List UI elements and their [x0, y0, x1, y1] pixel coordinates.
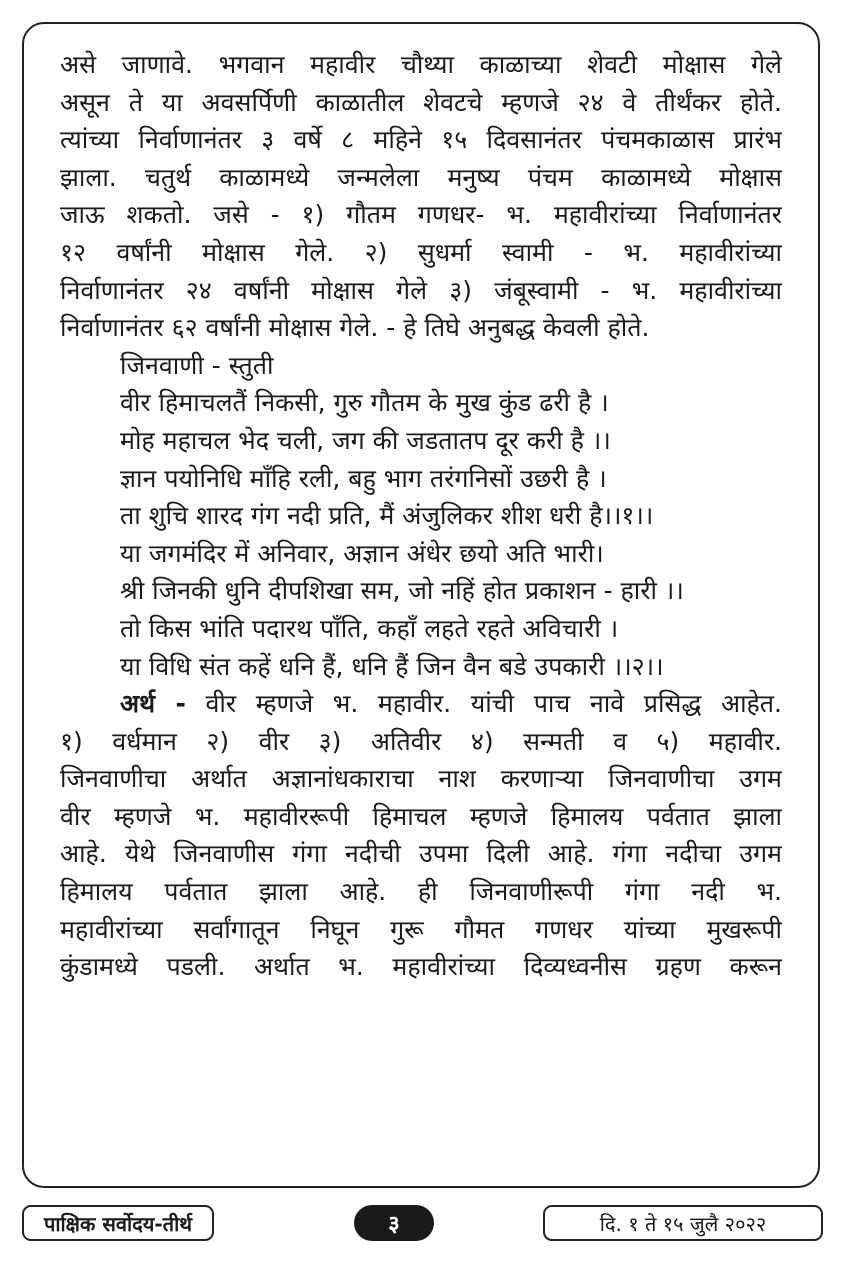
verse-line: मोह महाचल भेद चली, जग की जडतातप दूर करी है ।।	[120, 425, 611, 455]
body-line: त्यांच्या निर्वाणानंतर ३ वर्षे ८ महिने १५ दिवसानंतर पंचमकाळास प्रारंभ	[60, 125, 782, 155]
body-line: असून ते या अवसर्पिणी काळातील शेवटचे म्हणजे २४ वे तीर्थंकर होते.	[60, 87, 782, 117]
verse-line: ता शुचि शारद गंग नदी प्रति, मैं अंजुलिकर शीश धरी है।।१।।	[120, 501, 654, 531]
stuti-heading: जिनवाणी - स्तुती	[120, 350, 274, 380]
body-line: असे जाणावे. भगवान महावीर चौथ्या काळाच्या शेवटी मोक्षास गेले	[60, 50, 782, 79]
page-content-frame	[22, 22, 820, 1188]
verse-line: ज्ञान पयोनिधि माँहि रली, बहु भाग तरंगनिसों उछरी है ।	[120, 463, 607, 493]
verse-line: श्री जिनकी धुनि दीपशिखा सम, जो नहिं होत प्रकाशन - हारी ।।	[120, 576, 684, 606]
artha-line: वीर म्हणजे भ. महावीररूपी हिमाचल म्हणजे हिमालय पर्वतात झाला	[60, 801, 782, 831]
footer-issue-date: दि. १ ते १५ जुलै २०२२	[543, 1205, 823, 1241]
artha-first-line	[60, 685, 782, 723]
artha-line: कुंडामध्ये पडली. अर्थात भ. महावीरांच्या दिव्यध्वनीस ग्रहण करून	[60, 952, 782, 982]
artha-first-text: वीर म्हणजे भ. महावीर. यांची पाच नावे प्रसिद्ध आहेत.	[205, 689, 782, 719]
artha-line: १) वर्धमान २) वीर ३) अतिवीर ४) सन्मती व ५) महावीर.	[60, 726, 782, 756]
body-line: १२ वर्षांनी मोक्षास गेले. २) सुधर्मा स्वामी - भ. महावीरांच्या	[60, 237, 782, 267]
body-line: झाला. चतुर्थ काळामध्ये जन्मलेला मनुष्य पंचम काळामध्ये मोक्षास	[60, 162, 782, 192]
verse-line: या जगमंदिर में अनिवार, अज्ञान अंधेर छयो अति भारी।	[120, 538, 604, 568]
artha-line: जिनवाणीचा अर्थात अज्ञानांधकाराचा नाश करणाऱ्या जिनवाणीचा उगम	[60, 764, 782, 794]
verse-line: तो किस भांति पदारथ पाँति, कहाँ लहते रहते अविचारी ।	[120, 613, 619, 643]
verse-line: या विधि संत कहें धनि हैं, धनि हैं जिन वैन बडे उपकारी ।।२।।	[120, 651, 664, 681]
verse-line: वीर हिमाचलतैं निकसी, गुरु गौतम के मुख कुंड ढरी है ।	[120, 388, 609, 418]
artha-line: आहे. येथे जिनवाणीस गंगा नदीची उपमा दिली आहे. गंगा नदीचा उगम	[60, 839, 782, 869]
body-line: निर्वाणानंतर २४ वर्षांनी मोक्षास गेले ३) जंबूस्वामी - भ. महावीरांच्या	[60, 275, 782, 305]
artha-line: हिमालय पर्वतात झाला आहे. ही जिनवाणीरूपी गंगा नदी भ.	[60, 877, 782, 907]
body-line: निर्वाणानंतर ६२ वर्षांनी मोक्षास गेले. - हे तिघे अनुबद्ध केवली होते.	[60, 313, 650, 343]
artha-line: महावीरांच्या सर्वांगातून निघून गुरू गौमत गणधर यांच्या मुखरूपी	[60, 914, 782, 944]
body-line: जाऊ शकतो. जसे - १) गौतम गणधर- भ. महावीरांच्या निर्वाणानंतर	[60, 200, 782, 230]
artha-label: अर्थ -	[120, 689, 186, 719]
footer-page-number: ३	[354, 1205, 434, 1241]
footer-publication-name: पाक्षिक सर्वोदय-तीर्थ	[22, 1205, 214, 1241]
